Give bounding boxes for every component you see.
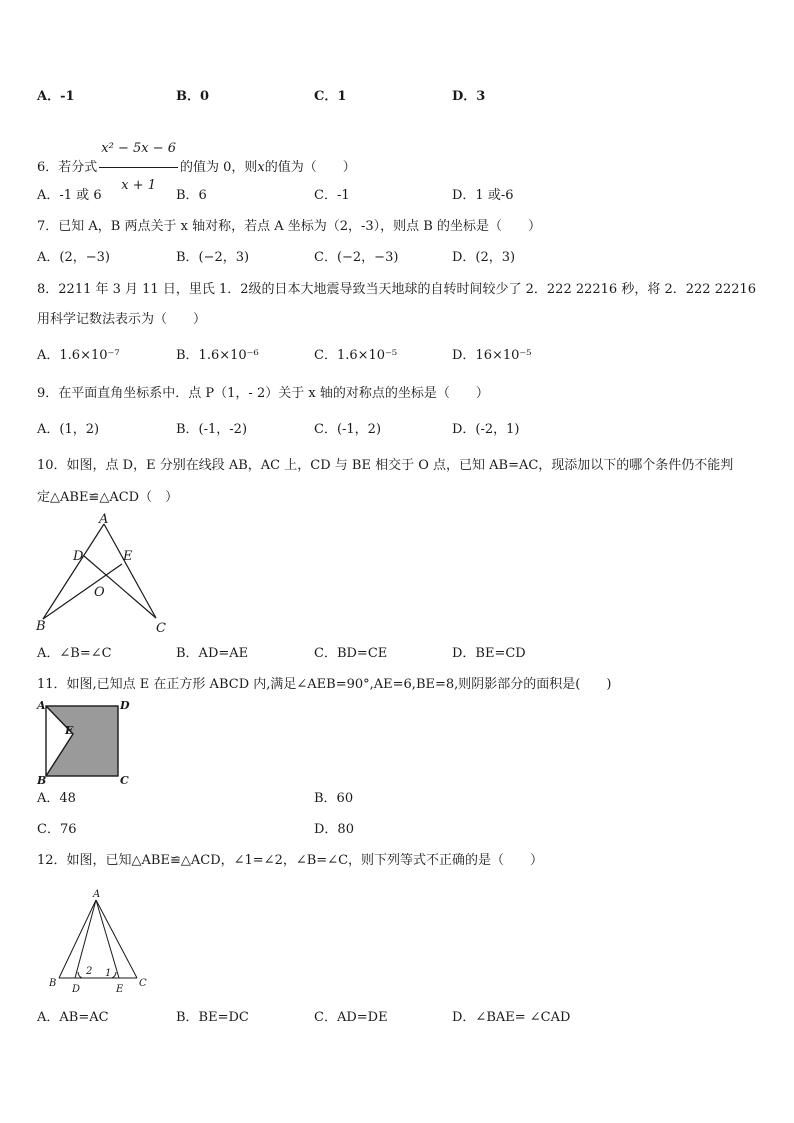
q11-label-b: B (37, 774, 47, 787)
q11-label-e: E (65, 724, 74, 737)
q9-option-a: A．(1，2) (37, 422, 100, 437)
q6-denominator: x + 1 (121, 178, 157, 193)
q12-label-c: C (139, 978, 147, 989)
q7-option-b: B．(−2，3) (176, 250, 250, 265)
q6-suffix2: 的值为（ ） (264, 160, 356, 175)
q10-label-b: B (36, 619, 46, 634)
q7-option-a: A．(2，−3) (37, 250, 110, 265)
q6-suffix: 的值为 0，则 (180, 160, 258, 175)
q12-stem: 12．如图，已知△ABE≌△ACD，∠1=∠2，∠B=∠C，则下列等式不正确的是（ ） (37, 853, 544, 868)
q11-option-c: C．76 (37, 822, 77, 837)
q6-option-d: D．1 或-6 (452, 188, 514, 203)
q12-label-a: A (93, 889, 101, 900)
q12-segment-ac (96, 900, 137, 978)
q8-stem-line2: 用科学记数法表示为（ ） (37, 312, 207, 327)
q12-option-a: A．AB=AC (37, 1010, 109, 1025)
q12-option-d: D．∠BAE= ∠CAD (452, 1010, 571, 1025)
q6-option-b: B．6 (176, 188, 207, 203)
q6-numerator: x² − 5x − 6 (99, 132, 178, 168)
q12-angle-1-arc (112, 972, 116, 978)
q6-prefix: 6．若分式 (37, 160, 98, 175)
q10-option-a: A．∠B=∠C (37, 646, 112, 661)
q10-label-d: D (73, 549, 84, 564)
q10-option-c: C．BD=CE (314, 646, 388, 661)
q10-segment-ab (43, 524, 104, 619)
q12-label-angle-1: 1 (105, 968, 112, 979)
q12-label-e: E (116, 984, 124, 995)
q12-segment-ae (96, 900, 119, 978)
q8-option-c: C．1.6×10⁻⁵ (314, 348, 398, 363)
q12-option-c: C．AD=DE (314, 1010, 388, 1025)
q6-option-c: C．-1 (314, 188, 350, 203)
q10-label-c: C (156, 621, 166, 636)
q11-option-a: A．48 (37, 791, 76, 806)
q10-stem-line2: 定△ABE≌△ACD（ ） (37, 490, 179, 505)
q10-label-a: A (99, 512, 109, 527)
q10-option-d: D．BE=CD (452, 646, 526, 661)
q7-stem: 7．已知 A，B 两点关于 x 轴对称，若点 A 坐标为（2，-3），则点 B 的坐标是（ ） (37, 219, 541, 234)
q8-option-b: B．1.6×10⁻⁶ (176, 348, 259, 363)
q10-option-b: B．AD=AE (176, 646, 249, 661)
q6-fraction (99, 132, 178, 203)
q8-option-a: A．1.6×10⁻⁷ (37, 348, 120, 363)
q8-stem-line1: 8．2211 年 3 月 11 日，里氏 1．2级的日本大地震导致当天地球的自转时间较少了 2．222 22216 秒，将 2．222 22216 (37, 282, 757, 297)
q5-option-d: D．3 (452, 89, 486, 104)
q10-segment-be (43, 564, 122, 619)
q11-option-b: B．60 (314, 791, 354, 806)
q9-option-d: D．(-2，1) (452, 422, 520, 437)
q5-option-b: B．0 (176, 89, 210, 104)
q11-label-a: A (37, 699, 46, 712)
q12-label-angle-2: 2 (86, 966, 93, 977)
q9-option-c: C．(-1，2) (314, 422, 382, 437)
q10-label-o: O (94, 585, 105, 600)
q12-option-b: B．BE=DC (176, 1010, 249, 1025)
q12-figure (44, 886, 156, 996)
q12-label-d: D (72, 984, 81, 995)
q12-angle-2-arc (78, 972, 82, 978)
q11-stem: 11．如图,已知点 E 在正方形 ABCD 内,满足∠AEB=90°,AE=6,BE=8,则阴影部分的面积是( ) (37, 677, 612, 692)
q10-figure (30, 512, 180, 637)
q7-option-d: D．(2，3) (452, 250, 516, 265)
q11-figure (36, 696, 136, 788)
q6-var: x (257, 160, 265, 175)
q7-option-c: C．(−2，−3) (314, 250, 399, 265)
q5-option-c: C．1 (314, 89, 347, 104)
q11-option-d: D．80 (314, 822, 354, 837)
q9-stem: 9．在平面直角坐标系中．点 P（1，- 2）关于 x 轴的对称点的坐标是（ ） (37, 386, 489, 401)
q11-label-c: C (120, 774, 129, 787)
q8-option-d: D．16×10⁻⁵ (452, 348, 532, 363)
q11-label-d: D (120, 699, 130, 712)
q6-option-a: A．-1 或 6 (37, 188, 102, 203)
q10-stem-line1: 10．如图，点 D，E 分别在线段 AB，AC 上，CD 与 BE 相交于 O 点，已知 AB=AC，现添加以下的哪个条件仍不能判 (37, 458, 734, 473)
q10-label-e: E (123, 549, 133, 564)
q5-option-a: A．-1 (37, 89, 75, 104)
q12-label-b: B (49, 978, 57, 989)
q9-option-b: B．(-1，-2) (176, 422, 248, 437)
